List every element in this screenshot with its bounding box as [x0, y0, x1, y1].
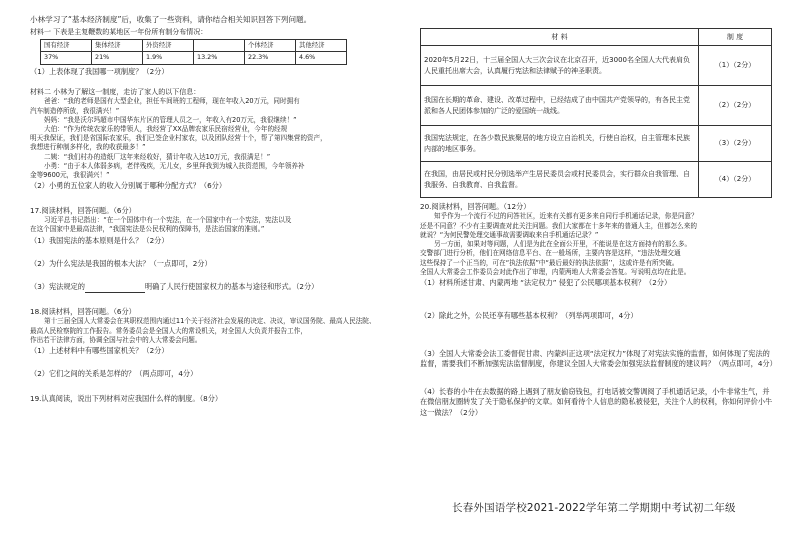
material-header: 材 料 — [421, 29, 699, 46]
question-17-2: （2）为什么宪法是我国的根本大法？（一点即可，2分） — [30, 259, 212, 268]
table-header-cell: 个体经济 — [245, 40, 296, 52]
material-line: 还是不同意？不少有主要调查对此关注问题。我们大家都在十多年来的普通人主，但都怎么来的 — [420, 221, 697, 230]
table-cell: 37% — [41, 52, 92, 64]
question-17-3 — [30, 282, 390, 292]
answer-space — [30, 269, 390, 281]
table-header-cell: 国有经济 — [41, 40, 92, 52]
question-1: （1）上表体现了我国哪一项制度？（2分） — [30, 66, 169, 76]
system-header: 制 度 — [699, 29, 772, 46]
table-row — [421, 126, 772, 162]
material-line: 小勇：“由于本人体弱多病，老伴残疾，无儿女，乡里拜我到为城入扶资范围，今年领养补 — [44, 161, 305, 170]
question-text: 明确了人民行使国家权力的基本与途径和形式。（2分） — [144, 282, 319, 292]
right-column — [420, 28, 775, 418]
question-20-3: （3）全国人大常委会法工委督促甘肃、内蒙纠正这项“法定权力”体现了对宪法实施的监督，如何体现了宪法的监督，需要我们不断加强宪法监督制度，你建议全国人大常委会加强宪法监督制度的建议吗？（两点即可，4分） — [420, 348, 777, 369]
question-17-1: （1）我国宪法的基本原则是什么？（2分） — [30, 235, 169, 245]
material-one-title: 材料一 下表是主复鞭数的某地区一年份所有制分布情况： — [30, 28, 208, 36]
material-cell: 2020年5月22日，十三届全国人大三次会议在北京召开，近3000名全国人大代表肩负人民重托出席大会，认真履行宪法和法律赋予的神圣职责。 — [421, 46, 699, 86]
material-two-title: 材料二 小林为了解这一制度，走访了家人的以下信息： — [30, 88, 201, 97]
material-line: 交警部门进行分析，他们在网络信息平台、在一般场所，主要内容是这样，“违法处理交通 — [420, 249, 681, 258]
question-20-4: （4）长春的小牛在去数据的路上遇到了朋友偷窃钱包，打电话被交警调阅了手机通话记录，小牛非常生气，并在微信朋友圈转发了关于隐私保护的文章。如何看待个人信息的隐私被侵犯，关注个人的权利，你如何评价小牛这一做法？（2分） — [420, 386, 773, 417]
material-line: 二姨：“我们村办的造纸厂这年来经收好，猜计年收入达10万元，我很满足！” — [44, 152, 271, 161]
fill-blank[interactable] — [85, 285, 145, 293]
answer-cell[interactable]: （2）（2分） — [699, 86, 772, 126]
material-line: 习近平总书记指出：“在一个国体中有一个宪法，在一个国家中有一个宪法，宪法以及 — [44, 216, 292, 225]
table-header-cell: 外资经济 — [143, 40, 194, 52]
material-line: 另一方面，如果对等问题，人们是为此在全面公开里，不能说是在这方面持有的那么多。 — [434, 240, 692, 249]
question-20-1: （1）材料所述甘肃、内蒙两地 “法定权力” 侵犯了公民哪项基本权利？（2分） — [420, 277, 672, 287]
table-cell: 1.9% — [143, 52, 194, 64]
material-line: 最高人民检察院的工作报告。常务委员会是全国人大的常设机关，对全国人大负责并报告工作， — [30, 326, 307, 335]
material-line: 大伯：“作为传统农家乐的带领人，我经营了XX品牌农家乐民宿经营业，今年的经规 — [44, 124, 288, 133]
material-cell: 我国在长期的革命、建设、改革过程中，已经结成了由中国共产党领导的，有各民主党派和各人民团体参加的广泛的爱国统一战线。 — [421, 86, 699, 126]
question-intro: 小林学习了“基本经济制度”后，收集了一些资料，请你结合相关知识回答下列问题。 — [30, 15, 312, 24]
section-17-title: 17.阅读材料，回答问题。（6分） — [30, 205, 136, 215]
economy-table — [40, 39, 347, 65]
section-19-title: 19.认真阅读，说出下列材料对应我国什么样的制度。（8分） — [30, 393, 223, 403]
answer-cell[interactable]: （1）（2分） — [699, 46, 772, 86]
answer-cell[interactable]: （4）（2分） — [699, 162, 772, 198]
material-line: 妈妈：“我是沃尔玛超市中国华东片区的管理人员之一，年收入有20万元，我很继续！” — [44, 115, 297, 124]
material-line: 我想进行种制多样化，我的收获最多！” — [30, 143, 146, 152]
table-row — [421, 86, 772, 126]
question-2: （2）小勇的五位家人的收入分别属于哪种分配方式？（6分） — [30, 181, 227, 191]
section-20-text — [420, 212, 775, 277]
table-cell: 4.6% — [296, 52, 347, 64]
material-cell: 在我国，由居民或村民分别选举产生居民委员会或村民委员会，实行群众自我管理、自我服务、自我教育、自我监督。 — [421, 162, 699, 198]
table-header-row — [421, 29, 772, 46]
answer-space — [30, 356, 390, 368]
answer-cell[interactable]: （3）（2分） — [699, 126, 772, 162]
section-18-text — [30, 317, 390, 345]
material-line: 爸爸：“我的老师是国有大型企业，担任车间班的工程师，现在年收入20万元，同时拥有 — [44, 97, 300, 106]
table-cell: 22.3% — [245, 52, 296, 64]
left-column — [30, 14, 390, 404]
answer-space — [420, 370, 775, 386]
table-header-cell — [194, 40, 245, 52]
table-row — [421, 162, 772, 198]
question-20-2: （2）除此之外，公民还享有哪些基本权利？（列举两项即可，4分） — [420, 311, 638, 321]
answer-space — [420, 288, 775, 310]
answer-space — [420, 322, 775, 348]
answer-space — [30, 192, 390, 204]
table-row — [421, 46, 772, 86]
question-18-2: （2）它们之间的关系是怎样的？（两点即可，4分） — [30, 369, 198, 379]
answer-space — [30, 77, 390, 85]
material-line: 金等9600元，我很满兴！” — [30, 171, 110, 180]
question-18-1: （1）上述材料中有哪些国家机关？（2分） — [30, 345, 169, 355]
table-row — [41, 52, 347, 64]
material-line: 就说？“为何民警处理交通事故需要调取来自手机通话记录？” — [420, 230, 599, 239]
material-line: 在这个国家中是最高法律，“我国宪法是公民权利的保障书，是法治国家的准则。” — [30, 225, 265, 234]
material-line: 汽车制造停所放，我很满兴！” — [30, 106, 120, 115]
material-line: 明天我保证，我们是省国际农家乐，我们已签企业村家农，以及团队经营十个，帮了第四集营的资产， — [30, 134, 327, 143]
system-table — [420, 28, 772, 198]
material-line: 作出若干法律方面，协调全国与社会中的人大常委会问题。 — [30, 335, 202, 344]
table-header-cell: 集体经济 — [92, 40, 143, 52]
answer-space — [30, 246, 390, 258]
material-line: 知乎作为一个流行不过的问答社区，近来有关都有更多来自同行手机通话记录，你是同意？ — [434, 212, 698, 221]
material-two-text — [30, 97, 390, 180]
material-cell: 我国宪法规定，在各少数民族聚居的地方设立自治机关，行使自治权，自主管理本民族内部的地区事务。 — [421, 126, 699, 162]
answer-space — [30, 380, 390, 392]
material-line: 第十三届全国人大常委会在其职权范围内通过11个关于经济社会发展的决定、决议，审议国务院、最高人民法院、 — [44, 317, 376, 326]
table-cell: 13.2% — [194, 52, 245, 64]
table-cell: 21% — [92, 52, 143, 64]
table-header-cell: 其他经济 — [296, 40, 347, 52]
table-header-row — [41, 40, 347, 52]
exam-footer-title: 长春外国语学校2021-2022学年第二学期期中考试初二年级 — [452, 502, 736, 514]
material-line: 这些保持了一个正当的，可在“执法依据”中“最后最好的执法依据’’，这或许是有所突破。 — [420, 258, 679, 267]
question-text: （3）宪法规定的 — [30, 282, 85, 292]
answer-space — [30, 293, 390, 305]
section-20-title: 20.阅读材料，回答问题。（12分） — [420, 202, 531, 211]
section-17-text — [30, 216, 390, 234]
material-line: 全国人大常委会工作委员会对此作出了审理，内蒙两地人大常委会答复。写说明点均在此是。 — [420, 267, 691, 276]
section-18-title: 18.阅读材料，回答问题。（6分） — [30, 306, 136, 316]
